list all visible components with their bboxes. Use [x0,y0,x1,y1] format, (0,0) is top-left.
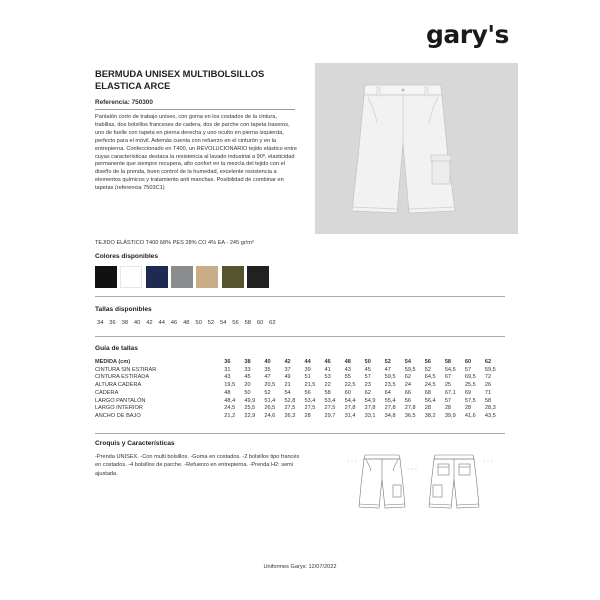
size-item: 52 [207,320,215,326]
sizes-divider [95,336,505,337]
measure-value: 36,5 [404,412,416,419]
size-guide-row [95,367,505,375]
measure-value: 68 [424,389,431,396]
product-reference: Referencia: 750300 [95,99,153,106]
size-item: 48 [183,320,190,326]
measure-value: 69 [464,389,472,396]
product-photo [315,63,518,234]
measure-value: 57 [364,374,371,381]
measure-value: 43,5 [484,412,496,419]
measure-value: 62 [364,389,371,396]
measure-value: 20,5 [264,382,276,389]
measure-value: 47 [264,374,271,381]
measure-value: 21,2 [224,412,236,419]
measure-value: 56,4 [424,397,436,404]
measure-value: 28,3 [484,405,496,412]
measure-value: 22 [324,382,331,389]
measure-value: 28 [424,405,431,412]
measure-value: 59,5 [404,366,416,373]
measure-value: 39 [304,366,311,373]
measure-value: 27,5 [304,405,316,412]
measure-value: 51 [304,374,311,381]
size-guide-heading: Guía de tallas [95,345,138,352]
size-guide-header-row [95,359,505,367]
measure-value: 38,2 [424,412,436,419]
measure-value: 53,4 [304,397,316,404]
size-guide-header-cell: 40 [264,359,271,365]
measure-value: 23 [364,382,371,389]
size-item: 54 [219,320,227,326]
measure-value: 60 [344,389,351,396]
size-guide-header-cell: 50 [364,359,371,365]
size-guide-row [95,398,505,406]
measure-value: 29,7 [324,412,336,419]
size-item: 62 [269,320,276,326]
size-guide-header-cell: MEDIDA (cm) [95,359,131,365]
measure-value: 22,5 [344,382,356,389]
measure-value: 54,9 [364,397,376,404]
measure-value: 50 [244,389,251,396]
measure-value: 64 [384,389,391,396]
size-guide-table [95,359,505,421]
measure-value: 59,5 [384,374,396,381]
measure-value: 24,6 [264,412,276,419]
reference-divider [95,109,295,110]
measure-value: 27,8 [384,405,396,412]
measure-value: 53,4 [324,397,336,404]
size-guide-row [95,390,505,398]
measure-value: 43 [224,374,231,381]
size-item: 34 [97,320,104,326]
measure-value: 52 [264,389,271,396]
colors-divider [95,296,505,297]
measure-label: CADERA [95,389,119,396]
measure-value: 48,4 [224,397,236,404]
product-title: BERMUDA UNISEX MULTIBOLSILLOS ELASTICA ARCE [95,68,265,91]
brand-logo-text: gary's [426,20,509,49]
measure-value: 69,5 [464,374,476,381]
measure-value: 22,9 [244,412,256,419]
measure-value: 33,1 [364,412,376,419]
measure-value: 25 [444,382,452,389]
measure-value: 59,5 [484,366,496,373]
size-guide-header-cell: 42 [284,359,291,365]
measure-label: LARGO INTERIOR [95,405,143,412]
footer-text: Uniformes Garys: 12/07/2022 [263,564,337,570]
measure-value: 43 [344,366,351,373]
measure-value: 57 [464,366,472,373]
measure-value: 45 [364,366,371,373]
color-swatch[interactable] [146,266,168,288]
sizes-heading: Tallas disponibles [95,306,152,313]
color-swatch[interactable] [247,266,269,288]
measure-value: 20 [244,382,251,389]
measure-value: 52,8 [284,397,296,404]
measure-value: 45 [244,374,251,381]
measure-value: 41 [324,366,331,373]
measure-value: 28 [464,405,472,412]
measure-value: 51,4 [264,397,276,404]
size-item: 50 [195,320,202,326]
measure-value: 28 [304,412,311,419]
colors-heading: Colores disponibles [95,253,159,260]
size-item: 60 [256,320,264,326]
technical-sketch [343,449,503,511]
size-item: 36 [109,320,116,326]
measure-value: 53 [324,374,331,381]
measure-label: LARGO PANTALÓN [95,397,146,404]
measure-value: 72 [484,374,492,381]
measure-value: 52 [424,366,431,373]
measure-label: ANCHO DE BAJO [95,412,141,419]
measure-value: 24 [404,382,411,389]
measure-value: 27,8 [404,405,416,412]
size-guide-divider [95,433,505,434]
measure-value: 28 [444,405,452,412]
measure-value: 26,3 [284,412,296,419]
size-guide-header-cell: 36 [224,359,231,365]
measure-value: 58 [324,389,331,396]
size-item: 56 [232,320,239,326]
size-guide-header-cell: 54 [404,359,411,365]
measure-value: 54 [284,389,291,396]
measure-value: 64,5 [424,374,436,381]
measure-value: 58 [484,397,492,404]
measure-value: 27,8 [364,405,376,412]
measure-value: 54,5 [444,366,456,373]
measure-value: 26 [484,382,492,389]
size-guide-header-cell: 44 [304,359,311,365]
croquis-features: -Prenda UNISEX. -Con multi bolsillos. -Goma en costados. -2 bolsillos tipo francés en costados. -4 bolsillos de parche. -Refuerzo en entrepierna. -Prenda H2: semi ajustada. [95,454,300,477]
size-item: 42 [146,320,153,326]
measure-value: 49 [284,374,291,381]
color-swatch[interactable] [222,266,244,288]
measure-value: 27,8 [344,405,356,412]
size-item: 38 [121,320,129,326]
measure-value: 39,9 [444,412,456,419]
size-guide-header-cell: 48 [344,359,351,365]
color-swatch[interactable] [196,266,218,288]
measure-value: 47 [384,366,391,373]
measure-value: 49,9 [244,397,256,404]
color-swatch[interactable] [171,266,193,288]
size-guide-row [95,382,505,390]
bermuda-shorts-image [315,63,518,234]
measure-value: 24,5 [424,382,436,389]
measure-value: 62 [404,374,411,381]
shorts-technical-drawing [343,449,503,511]
size-guide-header-cell: 58 [444,359,452,365]
color-swatch[interactable] [95,266,117,288]
measure-value: 27,5 [324,405,336,412]
measure-value: 25,5 [464,382,476,389]
size-guide-header-cell: 62 [484,359,492,365]
measure-value: 19,5 [224,382,236,389]
measure-value: 48 [224,389,231,396]
measure-value: 71 [484,389,492,396]
size-guide-row [95,374,505,382]
measure-label: CINTURA SIN ESTIRAR [95,366,157,373]
measure-value: 56 [304,389,311,396]
color-swatch[interactable] [120,266,142,288]
size-guide-header-cell: 52 [384,359,391,365]
size-item: 46 [170,320,178,326]
measure-value: 21 [284,382,291,389]
measure-value: 55 [344,374,351,381]
size-guide-row [95,413,505,421]
measure-value: 57 [444,397,452,404]
measure-value: 41,6 [464,412,476,419]
measure-value: 33 [244,366,251,373]
croquis-heading: Croquis y Características [95,440,175,447]
measure-value: 54,4 [344,397,356,404]
measure-value: 27,5 [284,405,296,412]
measure-value: 37 [284,366,291,373]
size-guide-header-cell: 46 [324,359,331,365]
size-guide-header-cell: 60 [464,359,472,365]
measure-value: 67,1 [444,389,456,396]
brand-logo [426,20,516,54]
measure-value: 55,4 [384,397,396,404]
size-item: 44 [158,320,165,326]
measure-value: 34,8 [384,412,396,419]
measure-label: CINTURA ESTIRADA [95,374,150,381]
measure-value: 31 [224,366,231,373]
size-guide-header-cell: 38 [244,359,251,365]
size-guide-header-cell: 56 [424,359,431,365]
measure-value: 67 [444,374,452,381]
size-guide-row [95,405,505,413]
measure-value: 21,5 [304,382,316,389]
product-description: Pantalón corto de trabajo unisex, con goma en los costados de la cintura, trabillas, dos bolsillos franceses de cadera, dos de parche con tapeta traseros, uno de fuelle con tapeta en pierna derecha y uno oculto en pierna izquierda, perfecto para el móvil. Además cuenta con refuerzo en el cinturón y en la entrepierna. Confeccionado en T400, un REVOLUCIONARIO tejido elástico entre cuyas características destaca la resistencia al lavado industrial a 90º, elasticidad permanente que siempre recupera, alto confort en la mezcla del tejido con el diseño de la prenda, buen control de la humedad, excelente resistencia a elementos químicos y tratamiento anti manchas. Posibilidad de combinar en tapetas (referencia 7503C1) [95,114,298,192]
measure-value: 57,5 [464,397,476,404]
fabric-composition: TEJIDO ELÁSTICO T400 68% PES 28% CO 4% EA - 245 gr/m² [95,240,254,246]
measure-value: 25,5 [244,405,256,412]
size-item: 40 [133,320,141,326]
size-item: 58 [244,320,252,326]
measure-value: 35 [264,366,271,373]
measure-label: ALTURA CADERA [95,382,142,389]
measure-value: 23,5 [384,382,396,389]
size-list [97,320,281,326]
measure-value: 24,5 [224,405,236,412]
measure-value: 56 [404,397,411,404]
measure-value: 26,5 [264,405,276,412]
measure-value: 31,4 [344,412,356,419]
measure-value: 66 [404,389,411,396]
